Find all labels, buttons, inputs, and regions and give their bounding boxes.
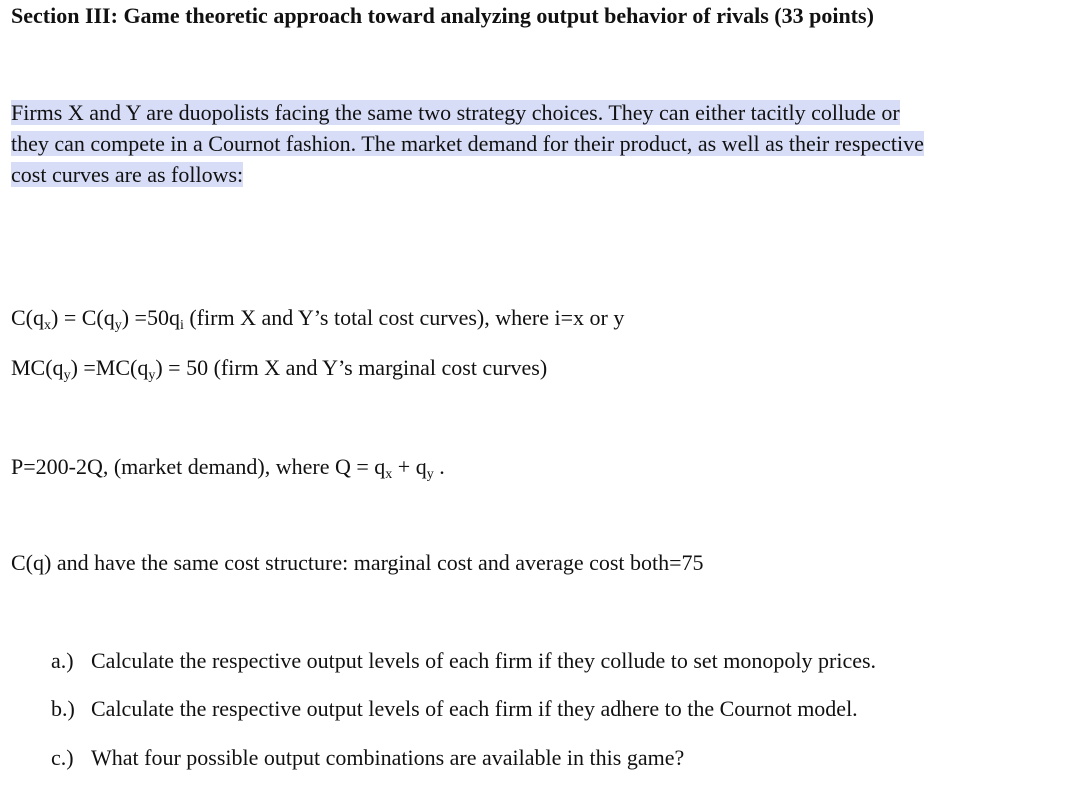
question-c <box>51 745 684 771</box>
question-label: a.) <box>51 648 74 673</box>
question-text: What four possible output combinations are available in this game? <box>91 745 685 770</box>
market-demand-equation: P=200-2Q, (market demand), where $Q = q_x + q_y$ . <box>11 454 445 482</box>
marginal-cost-equation: $MC(q_y) =MC(q_y) = 50$ (firm X and Y’s marginal cost curves) <box>11 355 548 383</box>
intro-line-3: cost curves are as follows: <box>11 162 244 187</box>
question-text: Calculate the respective output levels of each firm if they adhere to the Cournot model. <box>91 696 858 721</box>
question-a <box>51 648 876 674</box>
intro-line-2: they can compete in a Cournot fashion. The market demand for their product, as well as their respective <box>11 131 924 156</box>
intro-line-1: Firms X and Y are duopolists facing the same two strategy choices. They can either tacitly collude or <box>11 100 900 125</box>
total-cost-equation: $C(q_x) = C(q_y) =50q_i$ (firm X and Y’s total cost curves), where i=x or y <box>11 305 625 333</box>
cost-structure-statement: C(q) and have the same cost structure: marginal cost and average cost both=75 <box>11 550 704 575</box>
question-label: b.) <box>51 696 75 721</box>
question-label: c.) <box>51 745 74 770</box>
question-text: Calculate the respective output levels of each firm if they collude to set monopoly prices. <box>91 648 877 673</box>
intro-paragraph <box>11 97 1051 190</box>
question-b <box>51 696 858 722</box>
section-heading: Section III: Game theoretic approach toward analyzing output behavior of rivals (33 points) <box>11 3 874 28</box>
